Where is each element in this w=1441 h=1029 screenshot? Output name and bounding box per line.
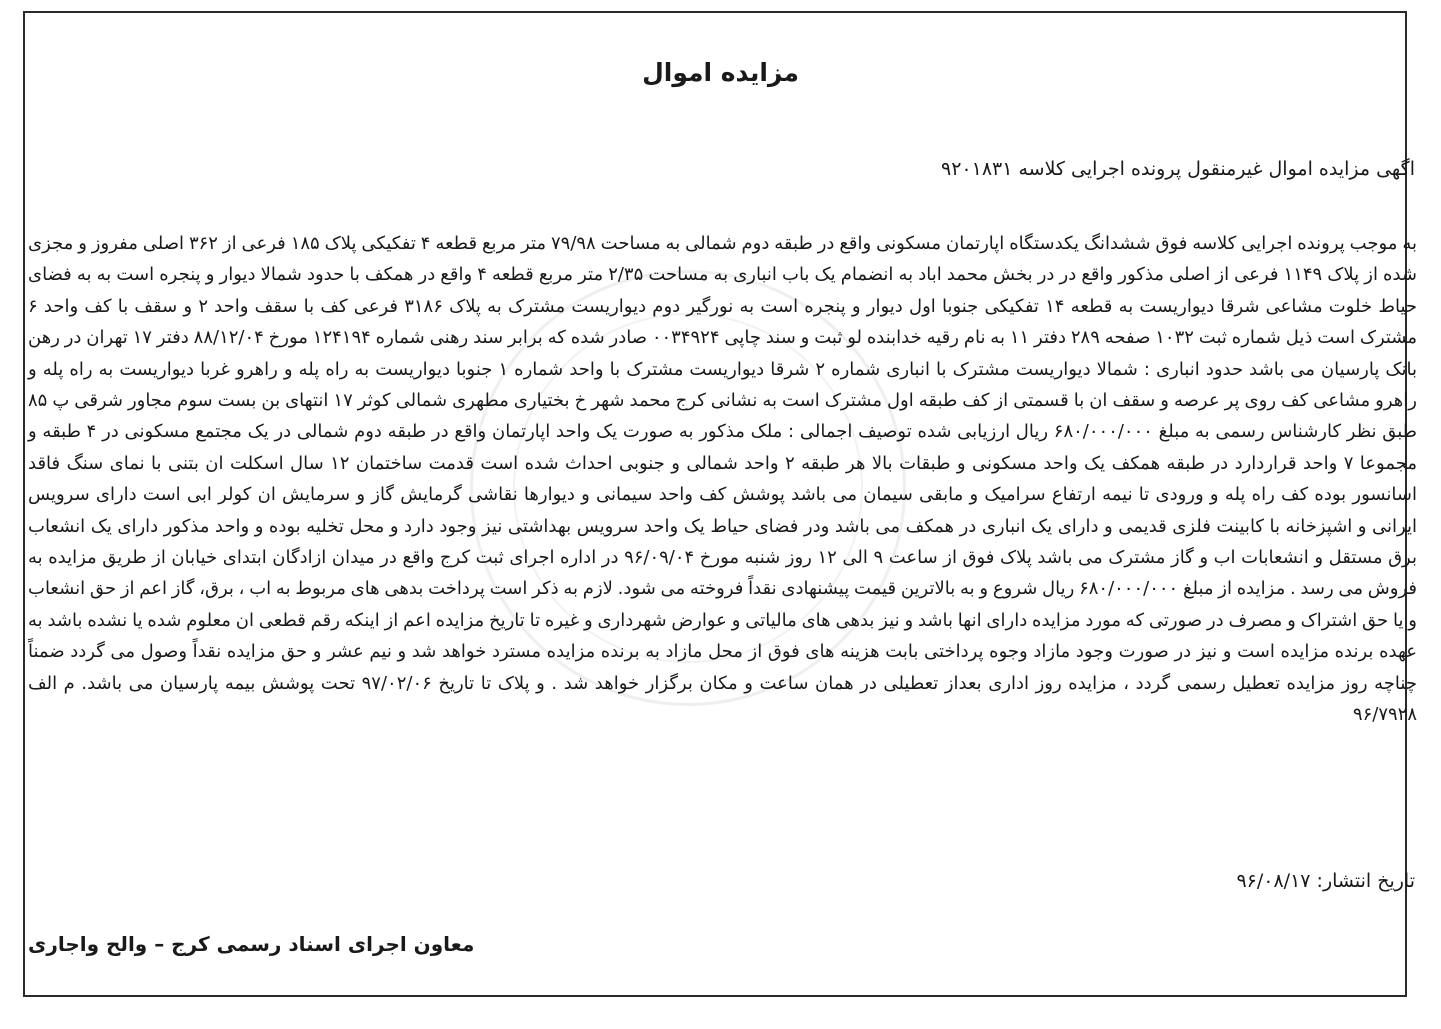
signature: معاون اجرای اسناد رسمی کرج – والح واجاری xyxy=(28,932,475,956)
notice-body: به موجب پرونده اجرایی کلاسه فوق ششدانگ یکدستگاه اپارتمان مسکونی واقع در طبقه دوم شمالی به مساحت ۷۹/۹۸ متر مربع قطعه ۴ تفکیکی پلاک ۱۸۵ فرعی از ۳۶۲ اصلی مفروز و مجزی شده از پلاک ۱۱۴۹ فرعی از اصلی مذکور واقع در در بخش محمد اباد به انضمام یک باب انباری به مساحت ۲/۳۵ متر مربع قطعه ۴ واقع در همکف با حدود شمالا دیوار و پنجره است به به فضای حیاط خلوت مشاعی شرقا دیواریست به قطعه ۱۴ تفکیکی جنوبا اول دیوار و پنجره است به نورگیر دوم دیواریست مشترک به پلاک ۳۱۸۶ فرعی کف با سقف واحد ۲ و سقف با کف واحد ۶ مشترک است ذیل شماره ثبت ۱۰۳۲ صفحه ۲۸۹ دفتر ۱۱ به نام رقیه خدابنده لو ثبت و سند چاپی ۰۰۳۴۹۲۴ صادر شده که برابر سند رهنی شماره ۱۲۴۱۹۴ مورخ ۸۸/۱۲/۰۴ دفتر ۱۷ تهران در رهن بانک پارسیان می باشد حدود انباری : شمالا دیواریست مشترک با انباری شماره ۲ شرقا دیواریست مشترک با واحد شماره ۱ جنوبا دیواریست به راه پله و راهرو غربا دیواریست به راه پله و راهرو مشاعی کف روی پر عرصه و سقف ان با قسمتی از کف طبقه اول مشترک است به نشانی کرج محمد شهر خ بختیاری مطهری شمالی کوثر ۱۷ انتهای بن بست سوم مجاور شرقی پ ۸۵ طبق نظر کارشناس رسمی به مبلغ ۶۸۰/۰۰۰/۰۰۰ ریال ارزیابی شده توصیف اجمالی : ملک مذکور به صورت یک واحد اپارتمان واقع در طبقه دوم شمالی در یک مجتمع مسکونی در ۴ طبقه و مجموعا ۷ واحد قراردارد در طبقه همکف یک واحد مسکونی و طبقات بالا هر طبقه ۲ واحد شمالی و جنوبی احداث شده است قدمت ساختمان ۱۲ سال اسکلت ان بتنی با نمای سنگ فاقد اسانسور بوده کف راه پله و ورودی تا نیمه ارتفاع سرامیک و مابقی سیمان می باشد پوشش کف واحد سیمانی و دیوارها نقاشی گرمایش گاز و سرمایش ان کولر ابی است دارای سرویس ایرانی و اشپزخانه با کابینت فلزی قدیمی و دارای یک انباری در همکف می باشد ودر فضای حیاط یک واحد سرویس بهداشتی نیز وجود دارد و محل تخلیه بوده و واحد مذکور دارای یک انشعاب برق مستقل و انشعابات اب و گاز مشترک می باشد پلاک فوق از ساعت ۹ الی ۱۲ روز شنبه مورخ ۹۶/۰۹/۰۴ در اداره اجرای ثبت کرج واقع در میدان ازادگان ابتدای خیابان از طریق مزایده به فروش می رسد . مزایده از مبلغ ۶۸۰/۰۰۰/۰۰۰ ریال شروع و به بالاترین قیمت پیشنهادی نقداً فروخته می شود. لازم به ذکر است پرداخت بدهی های مربوط به اب ، برق، گاز اعم از حق انشعاب و یا حق اشتراک و مصرف در صورتی که مورد مزایده دارای انها باشد و نیز بدهی های مالیاتی و عوارض شهرداری و غیره تا تاریخ مزایده اعم از اینکه رقم قطعی ان معلوم شده یا نشده باشد به عهده برنده مزایده است و نیز در صورت وجود مازاد وجوه پرداختی بابت هزینه های فوق از محل مازاد به برنده مزایده مسترد خواهد شد و نیم عشر و حق مزایده نقداً وصول می گردد ضمناً چناچه روز مزایده تعطیل رسمی گردد ، مزایده روز اداری بعداز تعطیلی در همان ساعت و مکان برگزار خواهد شد . و پلاک تا تاریخ ۹۷/۰۲/۰۶ تحت پوشش بیمه پارسیان می باشد. م الف ۹۶/۷۹۲۸ xyxy=(28,233,1418,726)
notice-subtitle: اگهی مزایده اموال غیرمنقول پرونده اجرایی کلاسه ۹۲۰۱۸۳۱ xyxy=(941,158,1415,180)
notice-title: مزایده اموال xyxy=(642,58,799,87)
publish-date: تاریخ انتشار: ۹۶/۰۸/۱۷ xyxy=(1236,870,1415,892)
